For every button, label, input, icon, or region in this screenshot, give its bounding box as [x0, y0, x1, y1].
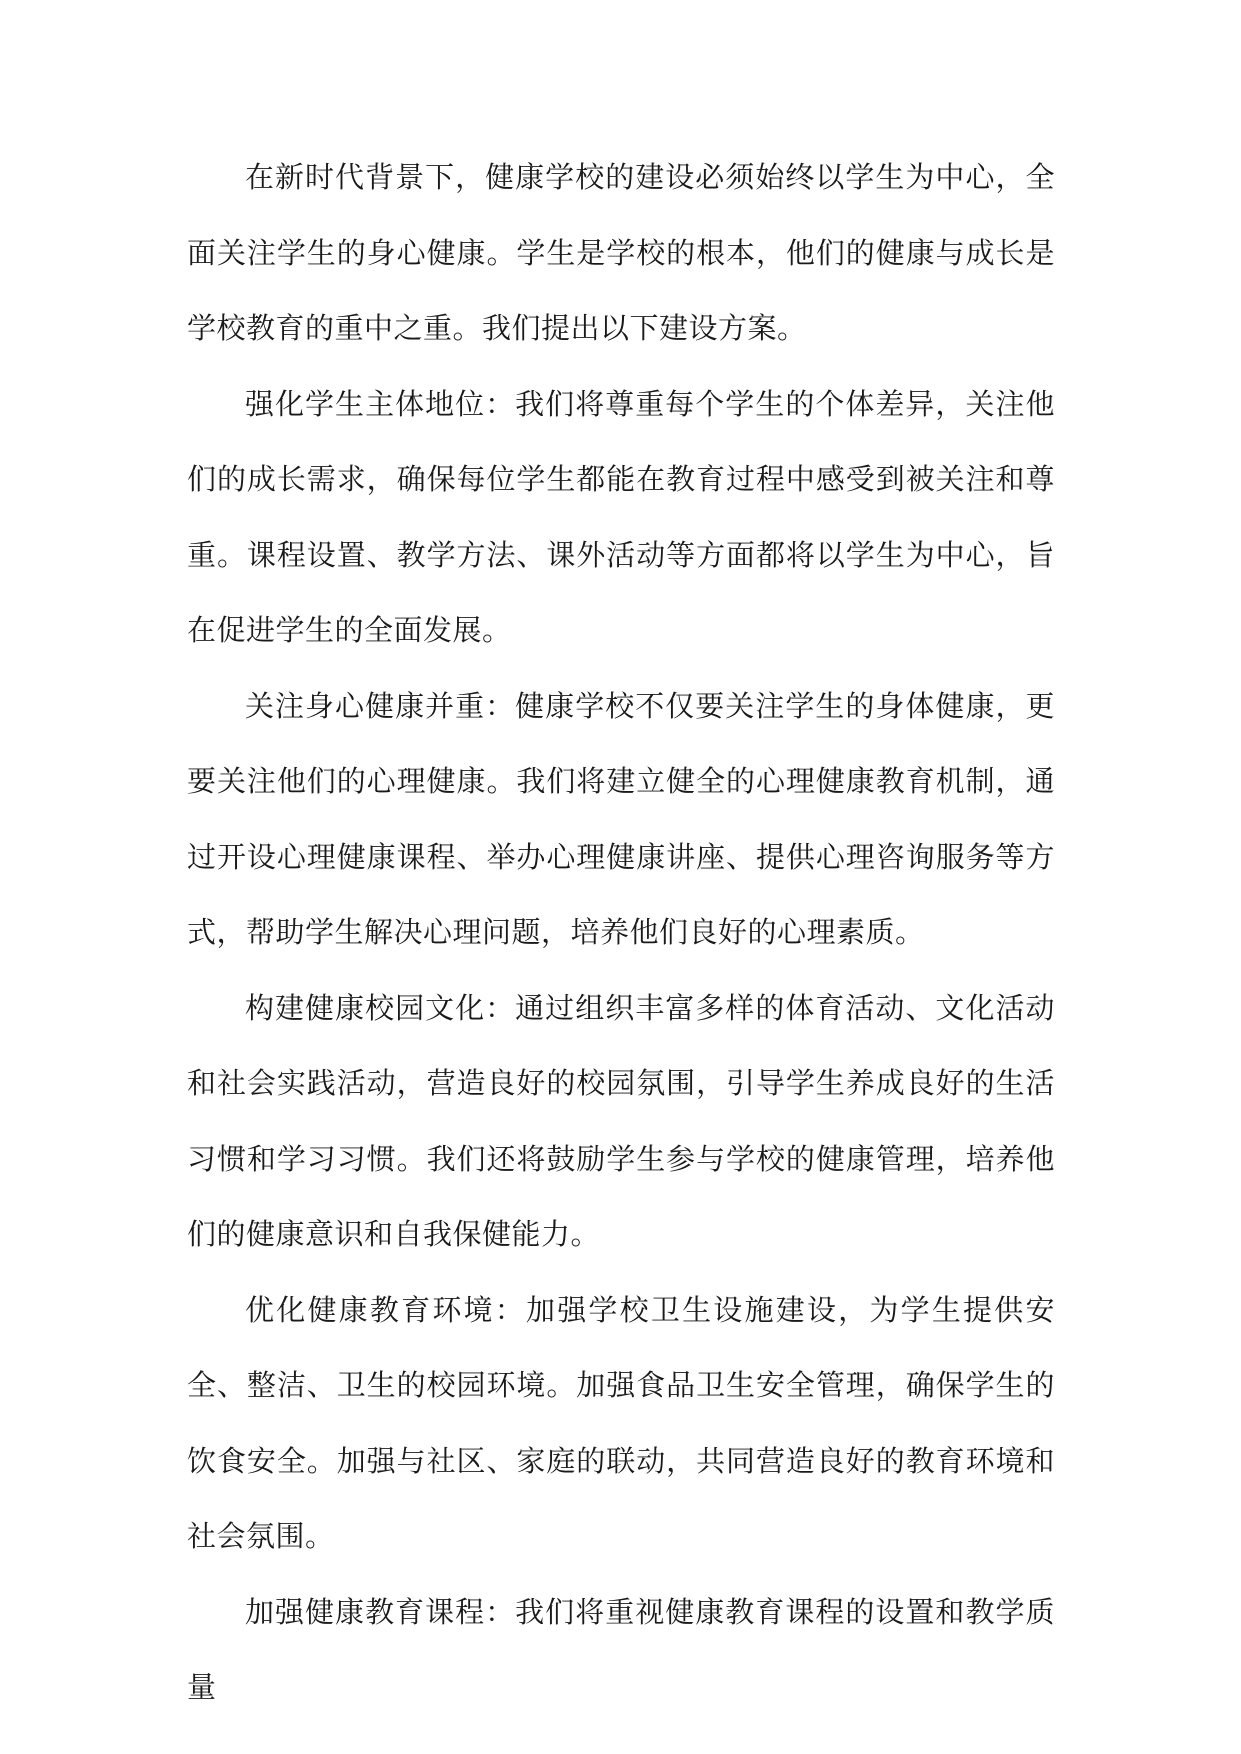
paragraph-intro: 在新时代背景下，健康学校的建设必须始终以学生为中心，全面关注学生的身心健康。学生是学校的根本，他们的健康与成长是学校教育的重中之重。我们提出以下建设方案。 [187, 160, 1055, 345]
paragraph-health-curriculum: 加强健康教育课程：我们将重视健康教育课程的设置和教学质量 [187, 1594, 1055, 1704]
paragraph-mental-physical-health: 关注身心健康并重：健康学校不仅要关注学生的身体健康，更要关注他们的心理健康。我们将建立健全的心理健康教育机制，通过开设心理健康课程、举办心理健康讲座、提供心理咨询服务等方式，帮助学生解决心理问题，培养他们良好的心理素质。 [187, 688, 1055, 949]
document-body [187, 140, 1055, 1726]
paragraph-education-environment: 优化健康教育环境：加强学校卫生设施建设，为学生提供安全、整洁、卫生的校园环境。加强食品卫生安全管理，确保学生的饮食安全。加强与社区、家庭的联动，共同营造良好的教育环境和社会氛围。 [187, 1292, 1055, 1553]
paragraph-student-subject: 强化学生主体地位：我们将尊重每个学生的个体差异，关注他们的成长需求，确保每位学生都能在教育过程中感受到被关注和尊重。课程设置、教学方法、课外活动等方面都将以学生为中心，旨在促进学生的全面发展。 [187, 386, 1055, 647]
paragraph-campus-culture: 构建健康校园文化：通过组织丰富多样的体育活动、文化活动和社会实践活动，营造良好的校园氛围，引导学生养成良好的生活习惯和学习习惯。我们还将鼓励学生参与学校的健康管理，培养他们的健康意识和自我保健能力。 [187, 990, 1055, 1251]
